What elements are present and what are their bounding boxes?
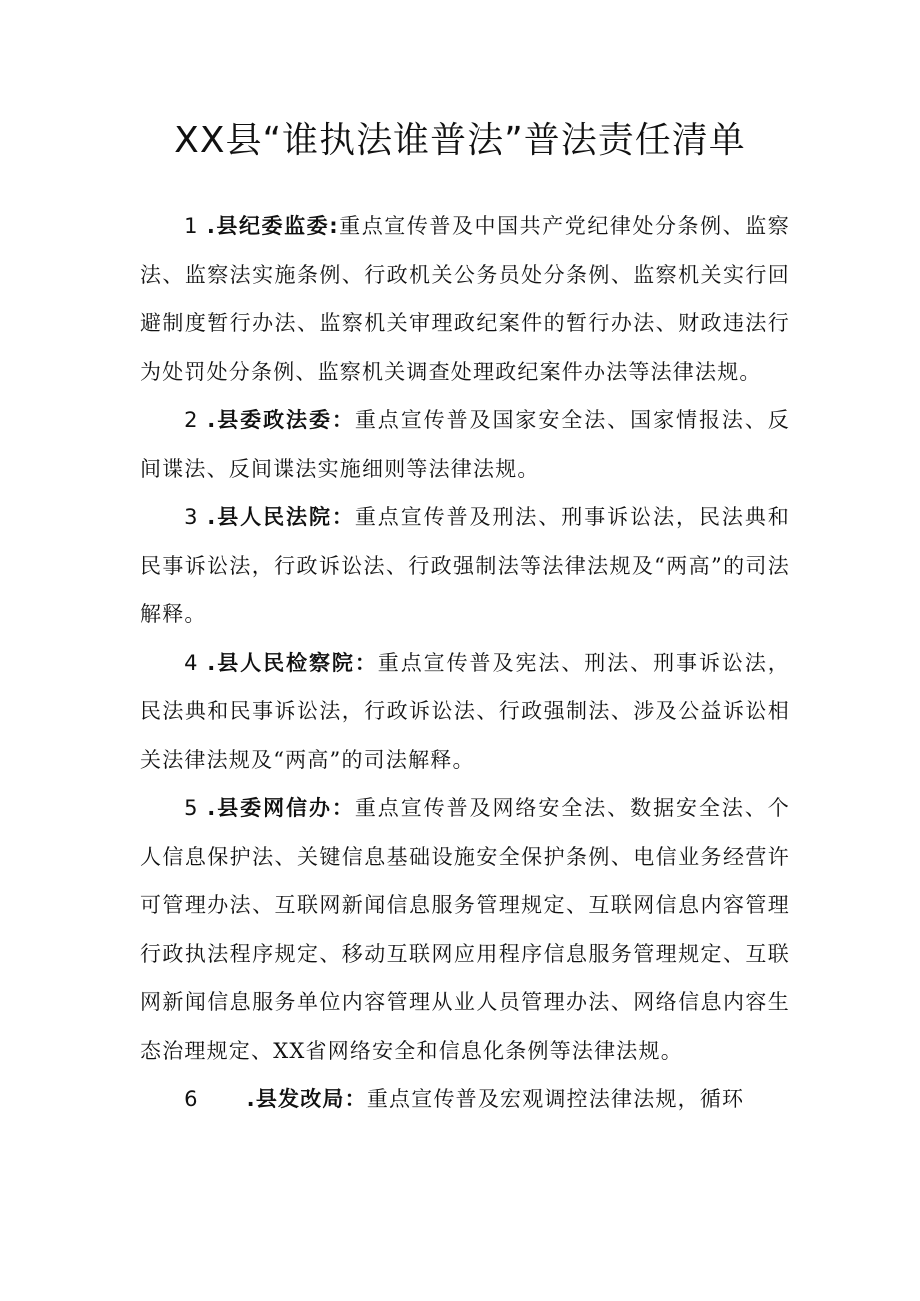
list-item-5 <box>140 784 790 1075</box>
item-text: 重点宣传普及中国共产党纪律处分条例、监察法、监察法实施条例、行政机关公务员处分条例、监察机关实行回避制度暂行办法、监察机关审理政纪案件的暂行办法、财政违法行为处罚处分条例、监察机关调查处理政纪案件办法等法律法规。 <box>140 214 790 384</box>
item-number: 6 <box>184 1087 199 1111</box>
item-unit: .县委网信办： <box>207 796 355 820</box>
item-unit: .县委政法委： <box>207 408 355 432</box>
item-number: 5 <box>184 796 199 820</box>
list-item-6 <box>140 1075 790 1124</box>
item-text: 重点宣传普及刑法、刑事诉讼法，民法典和民事诉讼法，行政诉讼法、行政强制法等法律法规及“两高”的司法解释。 <box>140 505 790 626</box>
list-item-4 <box>140 639 790 785</box>
list-item-1 <box>140 202 790 396</box>
item-unit: .县发改局： <box>246 1087 367 1111</box>
item-number: 1 <box>184 214 199 238</box>
item-text: 重点宣传普及国家安全法、国家情报法、反间谍法、反间谍法实施细则等法律法规。 <box>140 408 790 481</box>
item-unit: .县人民法院： <box>207 505 355 529</box>
item-number: 2 <box>184 408 199 432</box>
item-unit: .县人民检察院： <box>207 650 378 675</box>
document-title: XX县“谁执法谁普法”普法责任清单 <box>174 120 746 161</box>
list-item-2 <box>140 396 790 493</box>
item-number: 3 <box>184 505 199 529</box>
item-unit: .县纪委监委: <box>206 214 339 238</box>
item-text: 重点宣传普及宪法、刑法、刑事诉讼法，民法典和民事诉讼法，行政诉讼法、行政强制法、涉及公益诉讼相关法律法规及“两高”的司法解释。 <box>140 650 790 772</box>
item-text: 重点宣传普及宏观调控法律法规，循环 <box>366 1087 745 1111</box>
list-item-3 <box>140 493 790 639</box>
item-number: 4 <box>184 650 199 675</box>
document-body <box>140 202 790 1124</box>
item-text: 重点宣传普及网络安全法、数据安全法、个人信息保护法、关键信息基础设施安全保护条例、电信业务经营许可管理办法、互联网新闻信息服务管理规定、互联网信息内容管理行政执法程序规定、移动互联网应用程序信息服务管理规定、互联网新闻信息服务单位内容管理从业人员管理办法、网络信息内容生态治理规定、XX省网络安全和信息化条例等法律法规。 <box>140 796 790 1063</box>
